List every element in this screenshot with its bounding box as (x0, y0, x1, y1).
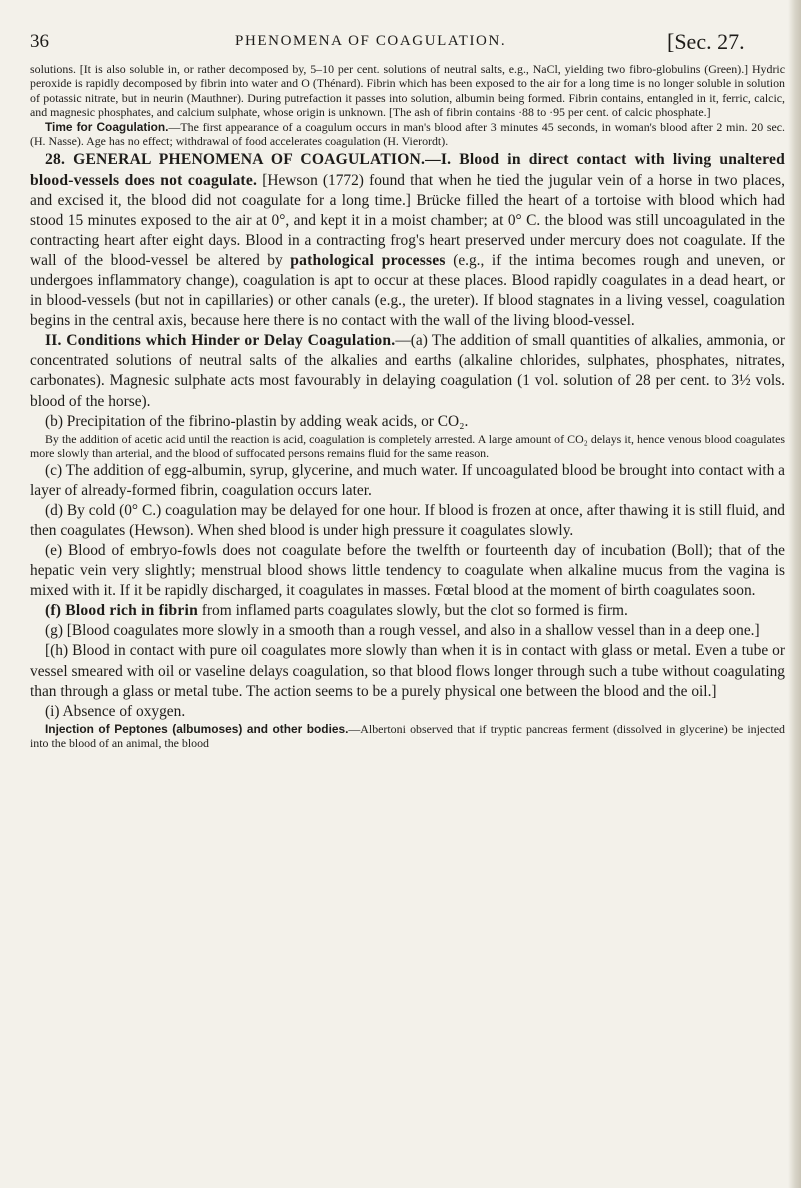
injection-note (30, 722, 785, 751)
acid-note-text: By the addition of acetic acid until the reaction is acid, coagulation is completely arrested. A large amount of CO₂ delays it, hence venous blood coagulates more slowly than arterial, and the blood of suffocated persons remains fluid for the same reason. (30, 431, 785, 461)
page-edge-shadow (788, 0, 801, 1188)
item-h: [(h) Blood in contact with pure oil coagulates more slowly than when it is in contact with glass or metal. Even a tube or vessel smeared with oil or vaseline delays coagulation, so that blood flows longer through such a tube without coagulating than through a glass or metal tube. The action seems to be a purely physical one between the blood and the oil.] (30, 642, 785, 700)
item-c: (c) The addition of egg-albumin, syrup, glycerine, and much water. If uncoagulated blood be brought into contact with a layer of already-formed fibrin, coagulation occurs later. (30, 461, 785, 499)
item-g: (g) [Blood coagulates more slowly in a smooth than a rough vessel, and also in a shallow vessel than in a deep one.] (45, 622, 760, 640)
section-ii-text: —(a) The addition of small quantities of alkalies, ammonia, or concentrated solutions of neutral salts of the alkalies and earths (alkaline chlorides, sulphates, phosphates, nitrates, carbonates). Magnesic sulphate acts most favourably in delaying coagulation (1 vol. solution of 28 per cent. to 3½ vols. blood of the horse). (30, 332, 785, 410)
item-f-text: from inflamed parts coagulates slowly, but the clot so formed is firm. (197, 602, 628, 620)
item-f-heading: (f) Blood rich in fibrin (45, 602, 198, 620)
section-marker: [Sec. 27. (667, 29, 745, 54)
fibrin-notes (30, 62, 785, 148)
page-number: 36 (30, 31, 49, 52)
section-28-title: 28. GENERAL PHENOMENA OF COAGULATION.—I. Blood in direct contact with living unaltered blood-vessels does not coagulate. (30, 151, 785, 189)
section-28-paragraph (30, 150, 785, 331)
item-i: (i) Absence of oxygen. (45, 702, 186, 720)
item-e: (e) Blood of embryo-fowls does not coagulate before the twelfth or fourteenth day of incubation (Boll); that of the hepatic vein very slightly; menstrual blood shows little tendency to coagulate when alkaline mucus from the vagina is mixed with it. If it be rapidly discharged, it coagulates in masses. Fœtal blood at the moment of birth coagulates soon. (30, 541, 785, 600)
time-text: —The first appearance of a coagulum occurs in man's blood after 3 minutes 45 seconds, in woman's blood after 2 min. 20 sec. (H. Nasse). Age has no effect; withdrawal of food accelerates coagulation (H. Vierordt). (30, 119, 786, 149)
section-ii-title: II. Conditions which Hinder or Delay Coagulation. (45, 332, 396, 350)
injection-paragraph (30, 722, 785, 751)
time-paragraph (30, 120, 785, 149)
running-header (30, 31, 790, 57)
acid-note (30, 432, 785, 461)
section-ii-paragraph (30, 331, 785, 411)
injection-text: —Albertoni observed that if tryptic pancreas ferment (dissolved in glycerine) be injected into the blood of an animal, the blood (30, 721, 785, 751)
time-heading: Time for Coagulation. (45, 119, 169, 134)
running-title: PHENOMENA OF COAGULATION. (235, 33, 507, 49)
item-d: (d) By cold (0° C.) coagulation may be delayed for one hour. If blood is frozen at once, after thawing it is still fluid, and then coagulates (Hewson). When shed blood is under high pressure it coagulates slowly. (30, 501, 785, 539)
item-f (30, 601, 785, 621)
page-body (30, 62, 785, 751)
conditions-list (30, 461, 785, 722)
section-28-text: [Hewson (1772) found that when he tied the jugular vein of a horse in two places, and excised it, the blood did not coagulate for a long time.] Brücke filled the heart of a tortoise with blood which had stood 15 minutes exposed to the air at 0°, and kept it in a moist chamber; at 0° C. the blood was still uncoagulated in the contracting heart after eight days. Blood in a contracting frog's heart preserved under mercury does not coagulate. If the wall of the blood-vessel be altered by (30, 171, 786, 269)
injection-heading: Injection of Peptones (albumoses) and other bodies. (45, 721, 349, 736)
section-28-text-2: (e.g., if the intima becomes rough and uneven, or undergoes inflammatory change), coagulation is apt to occur at these places. Blood rapidly coagulates in a dead heart, or in blood-vessels (but not in capillaries) or other canals (e.g., the ureter). If blood stagnates in a living vessel, coagulation begins in the central axis, because here there is no contact with the wall of the living blood-vessel. (30, 251, 785, 330)
section-28 (30, 150, 785, 431)
pathological-term: pathological processes (290, 251, 446, 269)
fibrin-paragraph: solutions. [It is also soluble in, or rather decomposed by, 5–10 per cent. solutions of neutral salts, e.g., NaCl, yielding two fibro-globulins (Green).] Hydric peroxide is rapidly decomposed by fibrin into water and O (Thénard). Fibrin which has been exposed to the air for a long time is no longer soluble in solution of potassic nitrate, but in neurin (Mauthner). During putrefaction it passes into solution, albumin being formed. Fibrin contains, entangled in it, ferric, calcic, and magnesic phosphates, and calcium sulphate, whose origin is unknown. [The ash of fibrin contains ·88 to ·95 per cent. of calcic phosphate.] (30, 62, 785, 120)
item-b: (b) Precipitation of the fibrino-plastin by adding weak acids, or CO₂. (45, 412, 469, 430)
